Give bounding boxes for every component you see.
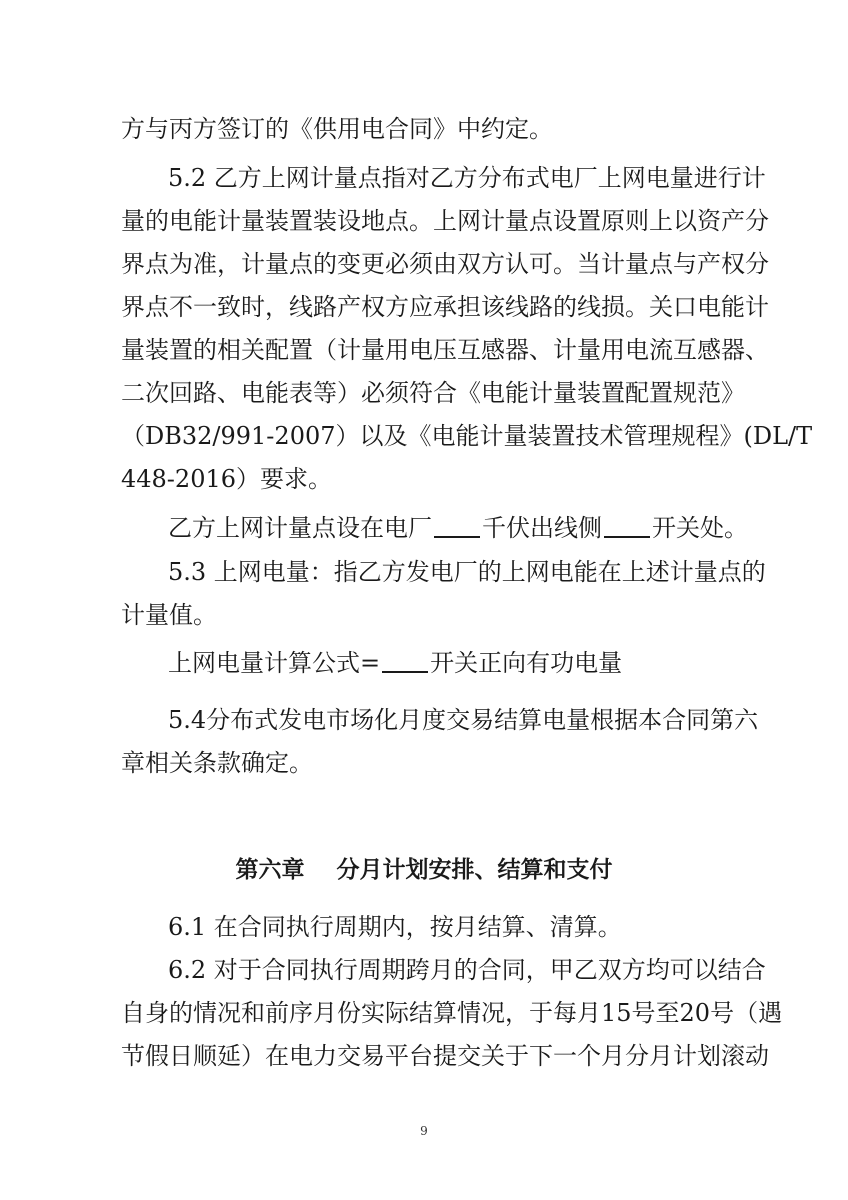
text-line: 计量值。 xyxy=(121,601,217,629)
text-line: 量的电能计量装置装设地点。上网计量点设置原则上以资产分 xyxy=(121,207,769,235)
formula-text: 开关正向有功电量 xyxy=(430,649,623,677)
chapter-heading: 第六章 分月计划安排、结算和支付 xyxy=(235,857,613,883)
metering-point-text: 乙方上网计量点设在电厂 xyxy=(168,514,432,542)
page-number: 9 xyxy=(420,1124,428,1138)
fill-in-blank[interactable] xyxy=(382,649,428,673)
metering-point-text: 千伏出线侧 xyxy=(482,514,602,542)
text-line: 5.4分布式发电市场化月度交易结算电量根据本合同第六 xyxy=(168,706,759,734)
formula-line xyxy=(168,648,731,678)
text-line: 界点为准，计量点的变更必须由双方认可。当计量点与产权分 xyxy=(121,250,769,278)
fill-in-blank[interactable] xyxy=(604,514,650,538)
text-line: （DB32/991-2007）以及《电能计量装置技术管理规程》(DL/T xyxy=(121,422,813,450)
text-line: 5.2 乙方上网计量点指对乙方分布式电厂上网电量进行计 xyxy=(168,164,766,192)
metering-point-text: 开关处。 xyxy=(652,514,748,542)
text-line: 5.3 上网电量：指乙方发电厂的上网电能在上述计量点的 xyxy=(168,558,766,586)
fill-in-blank[interactable] xyxy=(434,514,480,538)
text-line: 节假日顺延）在电力交易平台提交关于下一个月分月计划滚动 xyxy=(121,1042,769,1070)
text-line: 界点不一致时，线路产权方应承担该线路的线损。关口电能计 xyxy=(121,293,769,321)
text-line: 448-2016）要求。 xyxy=(121,465,332,493)
text-line: 6.2 对于合同执行周期跨月的合同，甲乙双方均可以结合 xyxy=(168,956,766,984)
formula-text: 上网电量计算公式= xyxy=(168,649,381,677)
text-line: 方与丙方签订的《供用电合同》中约定。 xyxy=(121,115,553,143)
text-line: 自身的情况和前序月份实际结算情况，于每月15号至20号（遇 xyxy=(121,999,783,1027)
text-line: 6.1 在合同执行周期内，按月结算、清算。 xyxy=(168,913,622,941)
metering-point-line xyxy=(168,513,748,543)
text-line: 二次回路、电能表等）必须符合《电能计量装置配置规范》 xyxy=(121,379,745,407)
text-line: 章相关条款确定。 xyxy=(121,749,313,777)
text-line: 量装置的相关配置（计量用电压互感器、计量用电流互感器、 xyxy=(121,336,769,364)
